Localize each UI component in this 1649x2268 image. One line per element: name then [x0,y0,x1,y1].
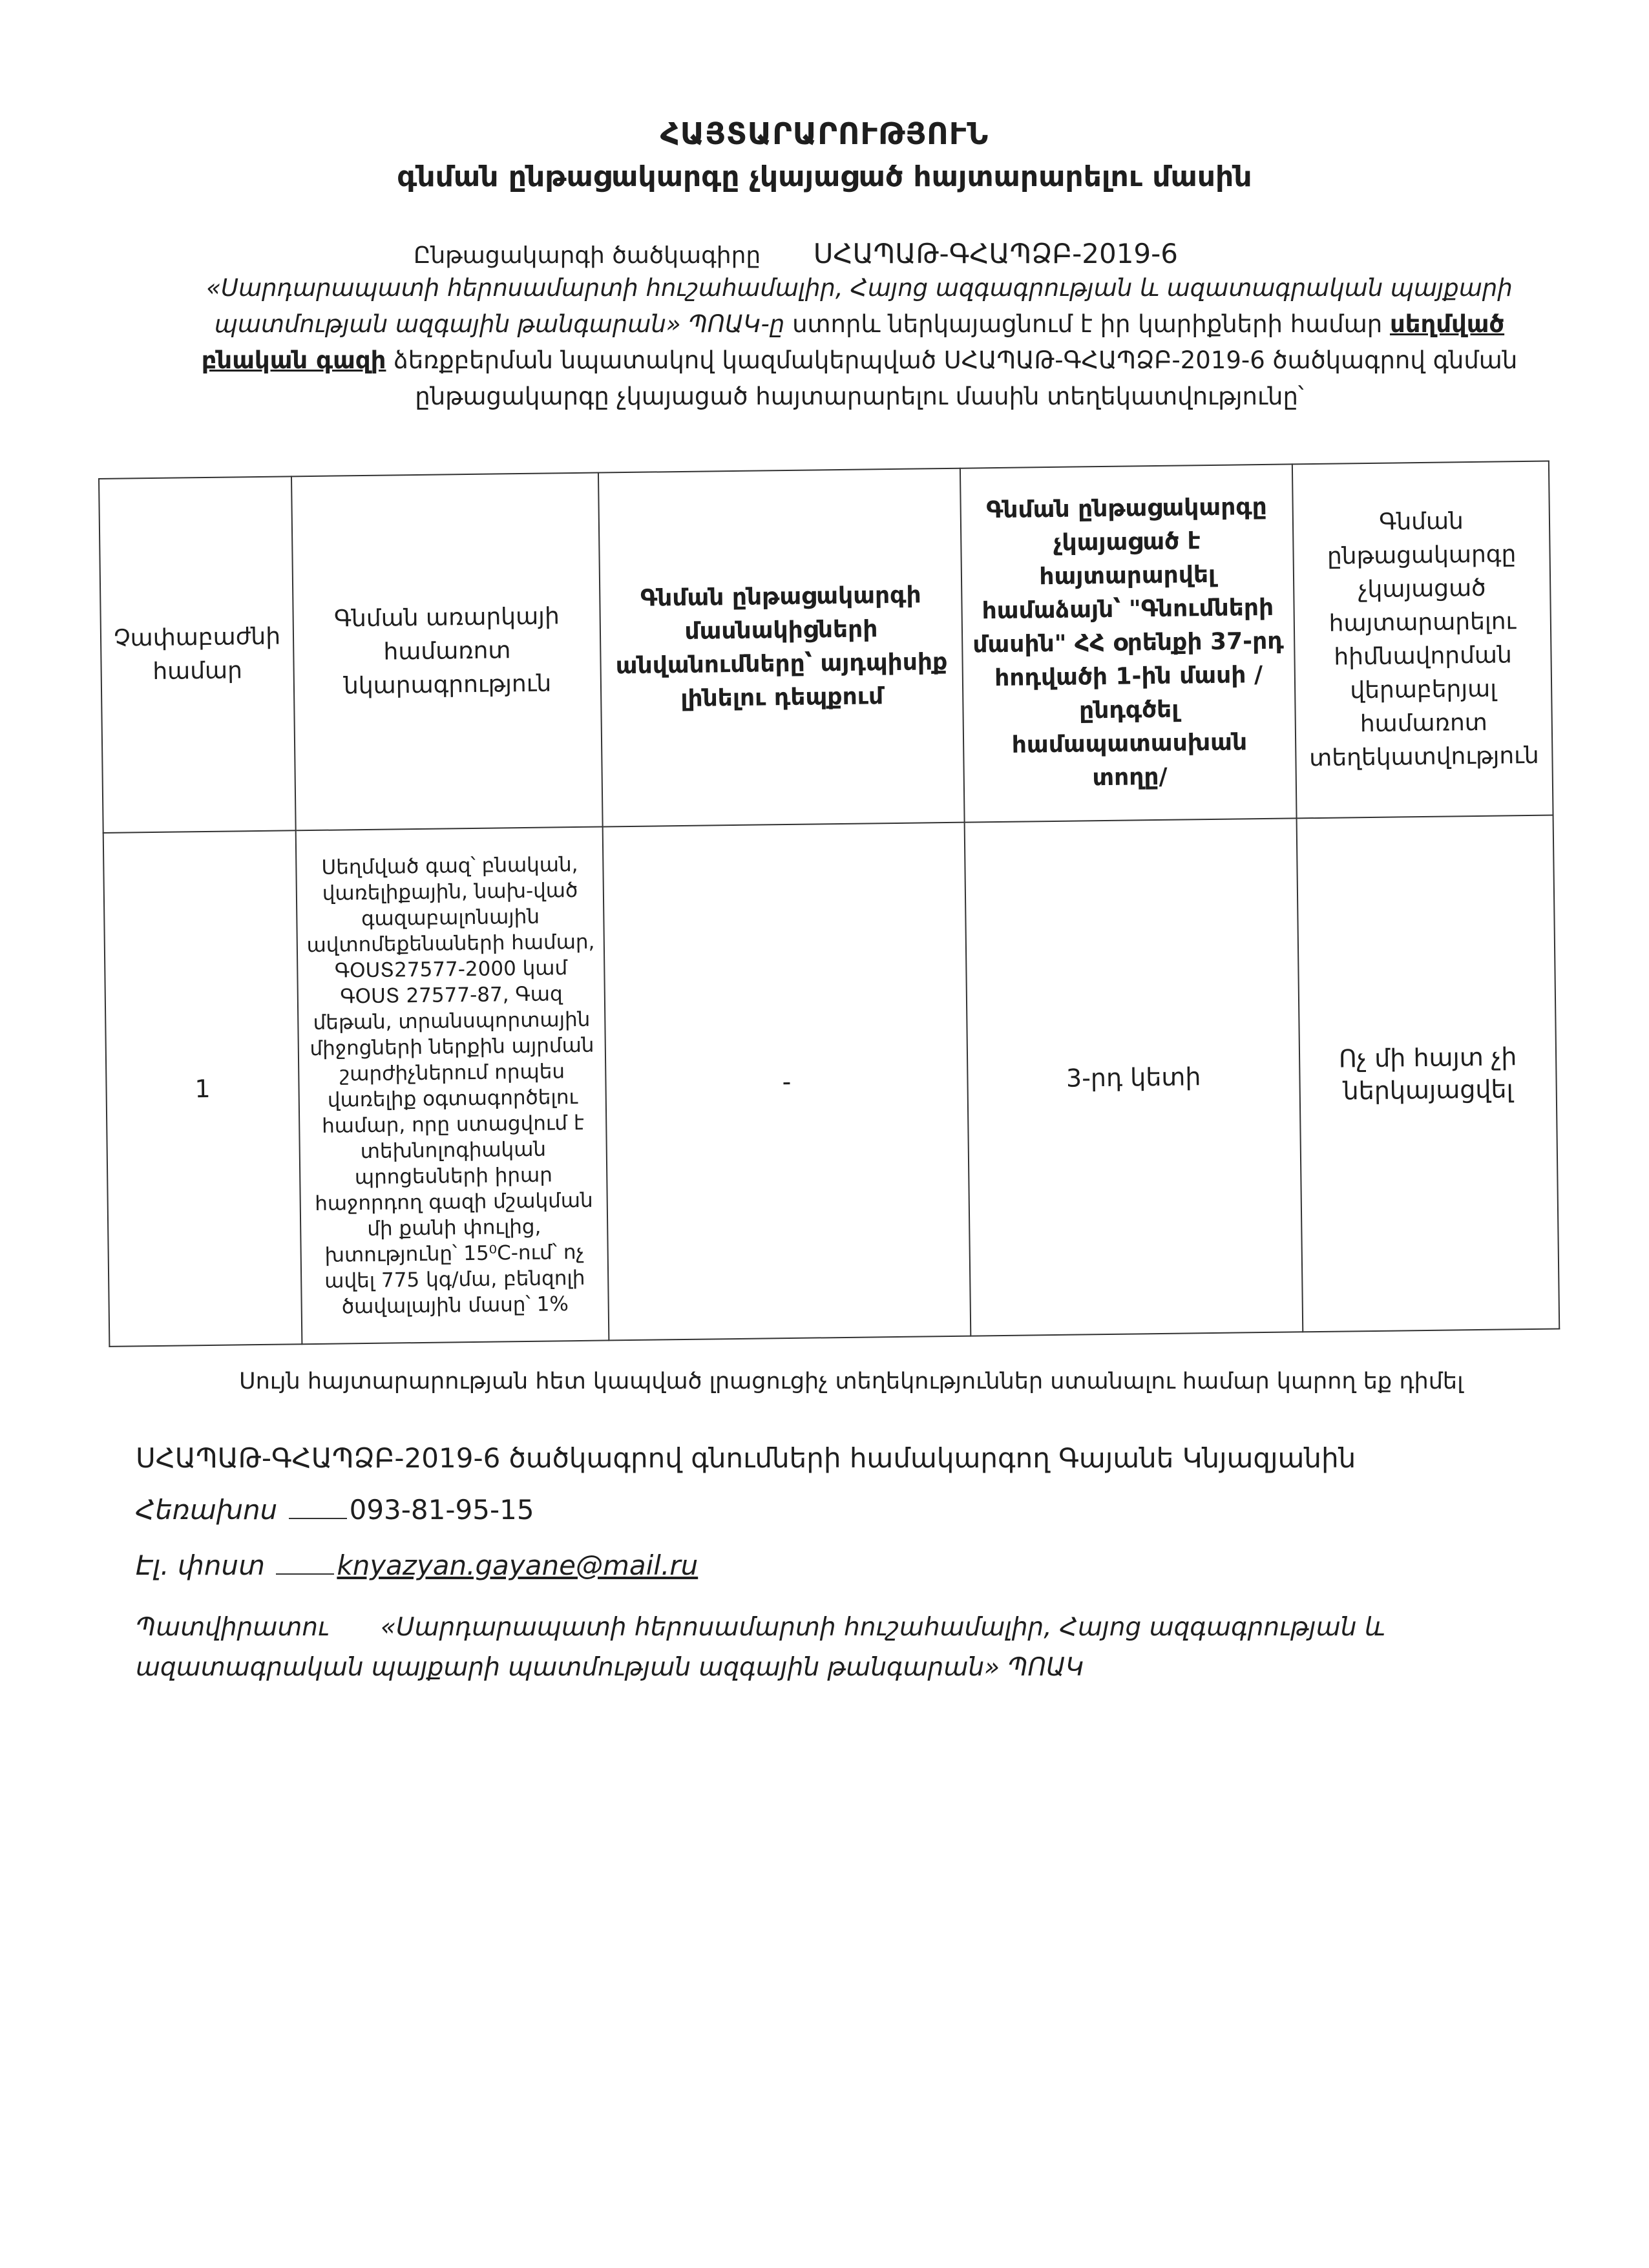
contact-intro: Սույն հայտարարության հետ կապված լրացուցիչ տեղեկություններ ստանալու համար կարող եք դիմել [239,1369,1464,1394]
coordinator-line: ՍՀԱՊԱԹ-ԳՀԱՊՁԲ-2019-6 ծածկագրով գնումների համակարգող Գայանե Կնյազյանին [136,1442,1356,1474]
phone-blank-line [289,1498,347,1519]
header-participants: Գնման ընթացակարգի մասնակիցների անվանումները՝ այդպիսիք լինելու դեպքում [598,468,964,827]
procedure-code: ՍՀԱՊԱԹ-ԳՀԱՊՁԲ-2019-6 [813,238,1179,269]
cell-participants: - [603,823,971,1341]
email-blank-line [276,1554,334,1575]
header-justification: Գնման ընթացակարգը չկայացած հայտարարելու հիմնավորման վերաբերյալ համառոտ տեղեկատվություն [1292,461,1553,819]
procedure-code-label: Ընթացակարգի ծածկագիրը [414,242,761,269]
cell-lot-number: 1 [103,830,302,1347]
table-header-row [99,461,1553,833]
email-line [136,1549,698,1581]
phone-number: 093-81-95-15 [349,1494,534,1526]
phone-label: Հեռախոս [136,1494,278,1526]
cell-description: Սեղմված գազ՝ բնական, վառելիքային, նախ-ված գազաբալոնային ավտոմեքենաների համար, ԳՕՍՏ27577-2000 կամ ԳՕՍՏ 27577-87, Գազ մեթան, տրանսպորտային միջոցների ներքին այրման շարժիչներում որպես վառելիք օգտագործելու համար, որը ստացվում է տեխնոլոգիական պրոցեսների իրար հաջորդող գազի մշակման մի քանի փուլից, խտությունը՝ 15⁰C-ում՝ ոչ ավել 775 կգ/մա, բենզոլի ծավալային մասը՝ 1% [296,826,609,1344]
email-address[interactable]: knyazyan.gayane@mail.ru [337,1549,698,1581]
client-name: «Սարդարապատի հերոսամարտի հուշահամալիր, Հայոց ազգագրության և ազատագրական պայքարի պատմության ազգային թանգարան» ՊՈԱԿ [136,1613,1385,1682]
procedure-code-line [414,238,1178,269]
email-label: Էլ. փոստ [136,1549,266,1581]
document-title: ՀԱՅՏԱՐԱՐՈՒԹՅՈՒՆ [660,116,989,151]
header-description: Գնման առարկայի համառոտ նկարագրություն [291,473,603,831]
organization-name: «Սարդարապատի հերոսամարտի հուշահամալիր, Հայոց ազգագրության և ազատագրական պայքարի պատմության ազգային թանգարան» ՊՈԱԿ-ը [206,274,1513,338]
phone-line [136,1494,534,1526]
procurement-table [98,461,1560,1347]
document-subtitle: գնման ընթացակարգը չկայացած հայտարարելու մասին [397,160,1252,193]
header-lot-number: Չափաբաժնի համար [99,476,296,833]
cell-legal-basis: 3-րդ կետի [964,818,1303,1336]
procurement-subject: սեղմված բնական գազի [201,310,1505,374]
cell-justification: Ոչ մի հայտ չի ներկայացվել [1297,815,1560,1332]
intro-paragraph [187,270,1531,415]
client-block [136,1608,1544,1688]
intro-text-2: ձեռքբերման նպատակով կազմակերպված ՍՀԱՊԱԹ-ԳՀԱՊՁԲ-2019-6 ծածկագրով գնման ընթացակարգը չկայացած հայտարարելու մասին տեղեկատվությունը՝ [386,346,1518,410]
intro-text-1: ստորև ներկայացնում է իր կարիքների համար [784,310,1390,338]
header-legal-basis: Գնման ընթացակարգը չկայացած է հայտարարվել համաձայն՝ "Գնումների մասին" ՀՀ օրենքի 37-րդ հոդվածի 1-ին մասի /ընդգծել համապատասխան տողը/ [960,464,1296,822]
client-label: Պատվիրատու [136,1613,329,1642]
table-row [103,815,1560,1347]
